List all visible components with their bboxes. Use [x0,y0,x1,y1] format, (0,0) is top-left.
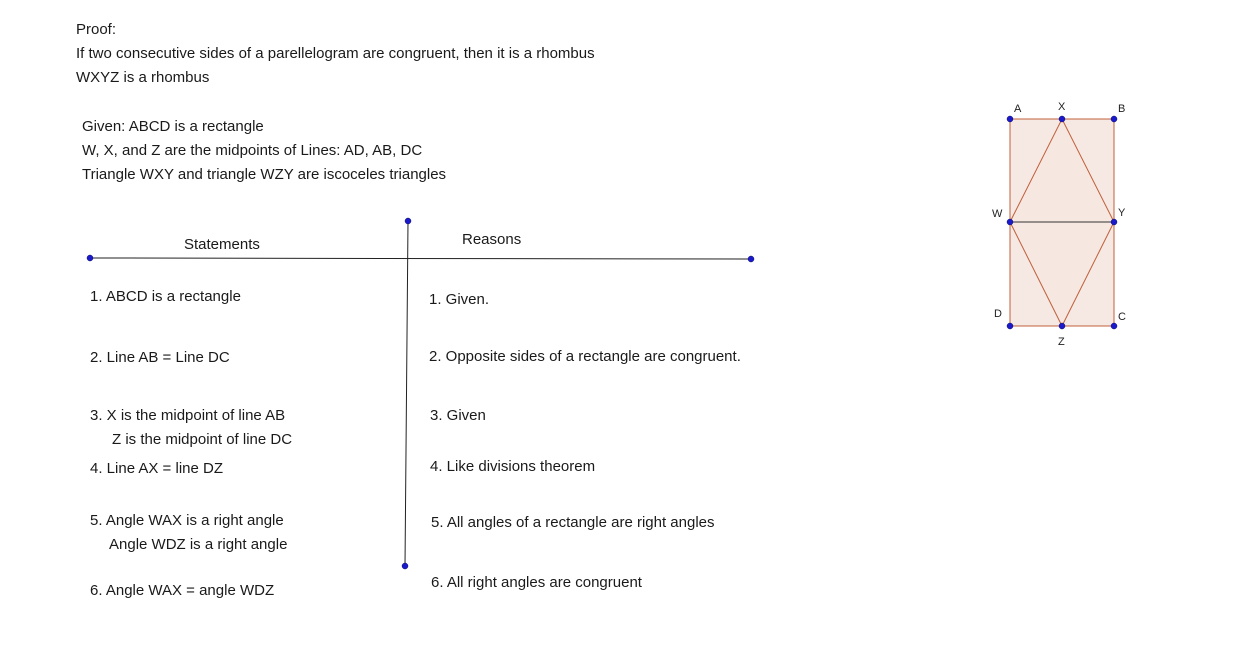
label-d: D [994,308,1002,320]
statement-3b: Z is the midpoint of line DC [112,431,293,448]
label-c: C [1118,311,1126,323]
point-w[interactable] [1007,219,1013,225]
reason-6: 6. All right angles are congruent [431,574,642,591]
label-y: Y [1118,207,1126,219]
reason-5: 5. All angles of a rectangle are right angles [431,514,715,531]
statement-3a: 3. X is the midpoint of line AB [90,407,286,424]
proof-title: Proof: [76,21,117,38]
theorem-statement: If two consecutive sides of a parellelogram are congruent, then it is a rhombus [76,45,595,62]
statement-4: 4. Line AX = line DZ [90,460,223,477]
reasons-header: Reasons [462,231,522,248]
given-line-1: Given: ABCD is a rectangle [82,118,264,135]
point-x[interactable] [1059,116,1065,122]
reason-2: 2. Opposite sides of a rectangle are congruent. [429,348,741,365]
statement-1: 1. ABCD is a rectangle [90,288,241,305]
label-w: W [992,208,1003,220]
reason-3: 3. Given [430,407,486,424]
label-x: X [1058,101,1066,113]
point-c[interactable] [1111,323,1117,329]
point-z[interactable] [1059,323,1065,329]
statement-6: 6. Angle WAX = angle WDZ [90,582,275,599]
reason-1: 1. Given. [429,291,490,308]
label-a: A [1014,103,1022,115]
statement-2: 2. Line AB = Line DC [90,349,230,366]
statements-header: Statements [184,236,260,253]
point-b[interactable] [1111,116,1117,122]
point-a[interactable] [1007,116,1013,122]
point-d[interactable] [1007,323,1013,329]
statement-5b: Angle WDZ is a right angle [109,536,288,553]
proof-goal: WXYZ is a rhombus [76,69,210,86]
given-line-3: Triangle WXY and triangle WZY are iscoceles triangles [82,166,447,183]
label-b: B [1118,103,1126,115]
point-y[interactable] [1111,219,1117,225]
label-z: Z [1058,336,1065,348]
statement-5a: 5. Angle WAX is a right angle [90,512,284,529]
reason-4: 4. Like divisions theorem [430,458,596,475]
given-line-2: W, X, and Z are the midpoints of Lines: AD, AB, DC [82,142,423,159]
